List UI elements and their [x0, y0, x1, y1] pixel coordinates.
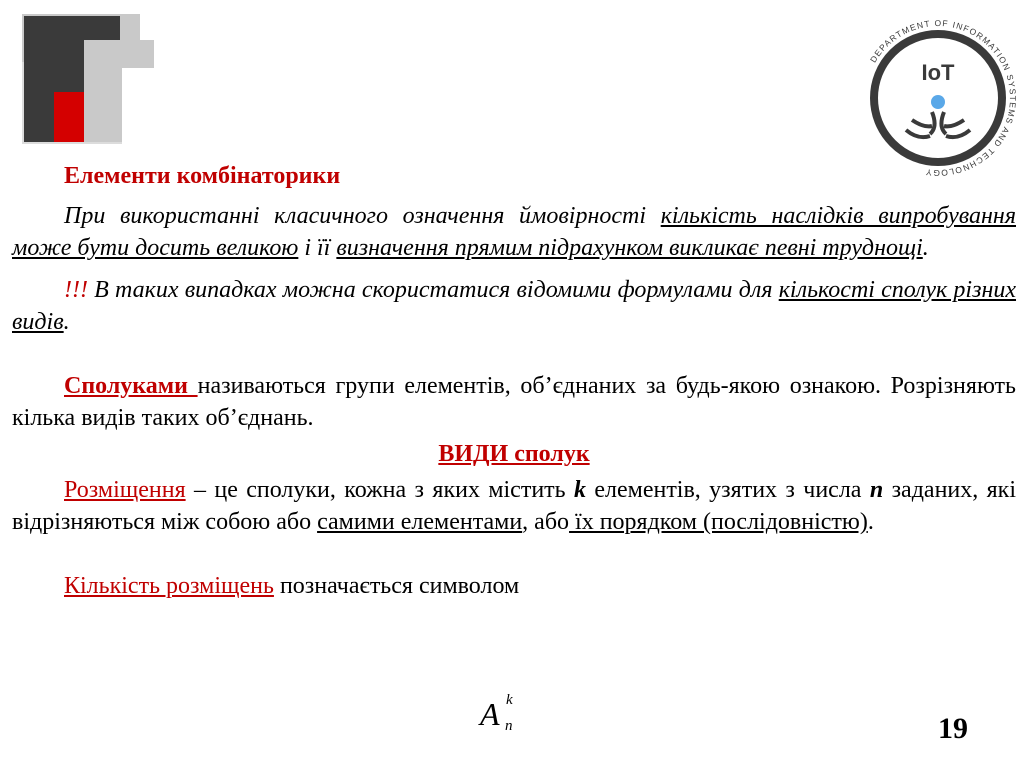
svg-text:IoT: IoT	[921, 60, 955, 85]
paragraph-definition-compounds: Сполуками називаються групи елементів, об’єднаних за будь-якою ознакою. Розрізняють кілька видів таких об’єднань.	[12, 373, 1016, 431]
paragraph-note: !!! В таких випадках можна скористатися відомими формулами для кількості сполук різних видів.	[12, 277, 1017, 335]
section-title: ВИДИ сполук	[438, 441, 590, 467]
paragraph-arrangement-count: Кількість розміщень позначається символом	[64, 573, 520, 599]
slide-content	[12, 160, 1016, 602]
page-number: 19	[938, 712, 968, 745]
slide-heading: Елементи комбінаторики	[64, 163, 341, 189]
svg-text:DEPARTMENT OF INFORMATION SYST: DEPARTMENT OF INFORMATION SYSTEMS AND TECHNOLOGY	[868, 17, 1019, 179]
paragraph-intro: При використанні класичного означення ймовірності кількість наслідків випробування може бути досить великою і її визначення прямим підрахунком викликає певні труднощі.	[12, 203, 1016, 261]
arrangement-symbol: A k n	[480, 692, 513, 734]
ft-logo	[0, 0, 160, 150]
paragraph-arrangements: Розміщення – це сполуки, кожна з яких містить k елементів, узятих з числа n заданих, які відрізняються між собою або самими елементами, або їх порядком (послідовністю).	[12, 477, 1017, 535]
